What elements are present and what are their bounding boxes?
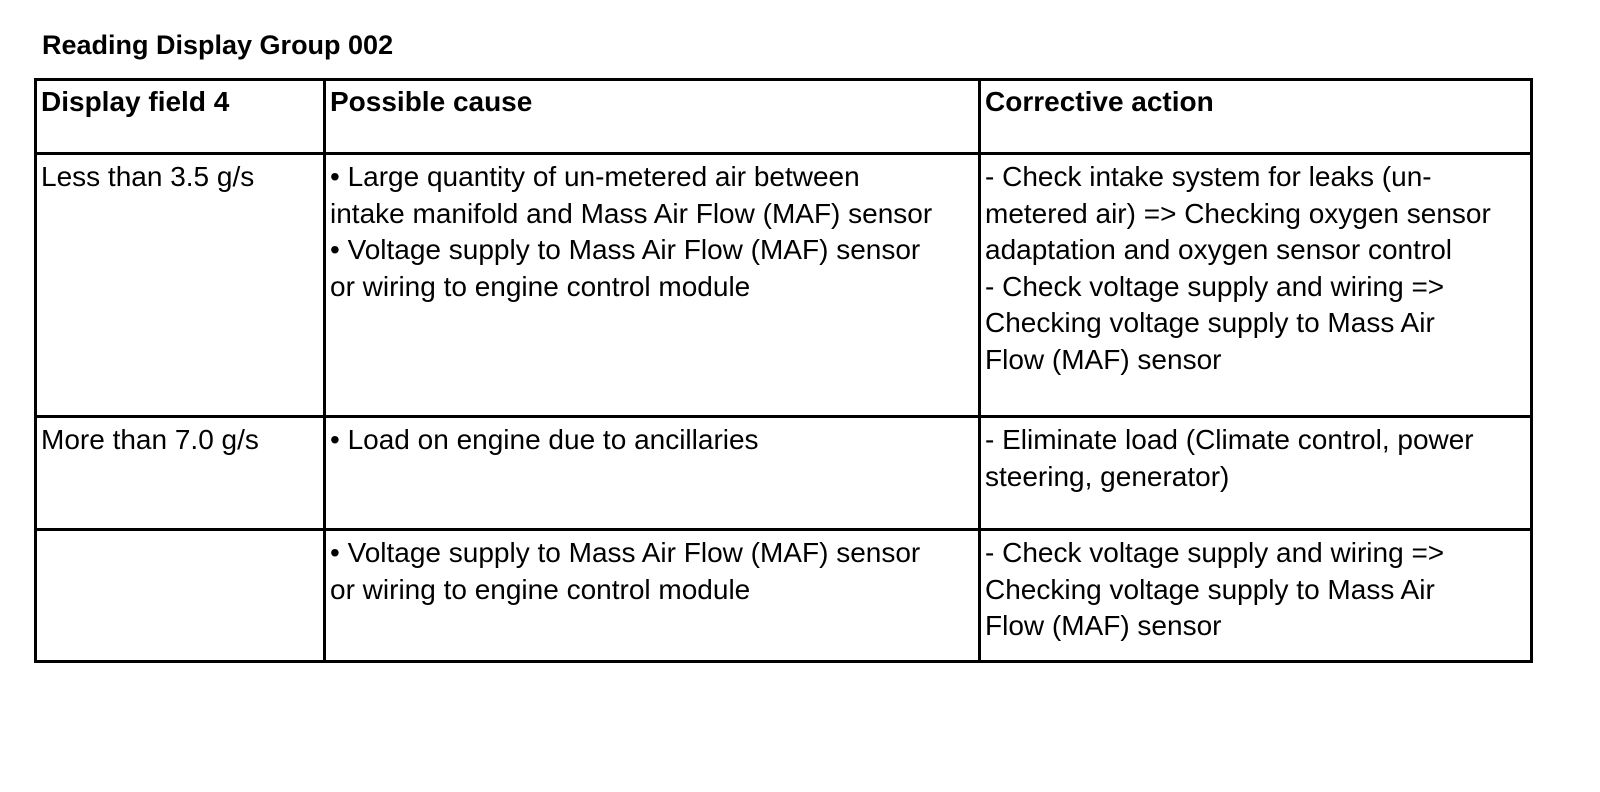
page-title: Reading Display Group 002 <box>42 30 394 60</box>
table-row <box>36 154 1532 417</box>
cell-corrective-action: - Check intake system for leaks (un- metered air) => Checking oxygen sensor adaptation and oxygen sensor control - Check voltage supply and wiring => Checking voltage supply to Mass Air Flow (MAF) sensor <box>980 154 1532 417</box>
table-header-row <box>36 80 1532 154</box>
diagnosis-table <box>34 78 1533 663</box>
table-row <box>36 530 1532 662</box>
cell-display-field: More than 7.0 g/s <box>36 417 325 530</box>
cell-corrective-action: - Eliminate load (Climate control, power steering, generator) <box>980 417 1532 530</box>
header-display-field: Display field 4 <box>36 80 325 154</box>
header-corrective-action: Corrective action <box>980 80 1532 154</box>
header-possible-cause: Possible cause <box>325 80 980 154</box>
cell-display-field: Less than 3.5 g/s <box>36 154 325 417</box>
cell-possible-cause: • Large quantity of un-metered air between intake manifold and Mass Air Flow (MAF) sensor • Voltage supply to Mass Air Flow (MAF) sensor or wiring to engine control module <box>325 154 980 417</box>
cell-display-field <box>36 530 325 662</box>
cell-corrective-action: - Check voltage supply and wiring => Checking voltage supply to Mass Air Flow (MAF) sensor <box>980 530 1532 662</box>
table-row <box>36 417 1532 530</box>
cell-possible-cause: • Load on engine due to ancillaries <box>325 417 980 530</box>
cell-possible-cause: • Voltage supply to Mass Air Flow (MAF) sensor or wiring to engine control module <box>325 530 980 662</box>
